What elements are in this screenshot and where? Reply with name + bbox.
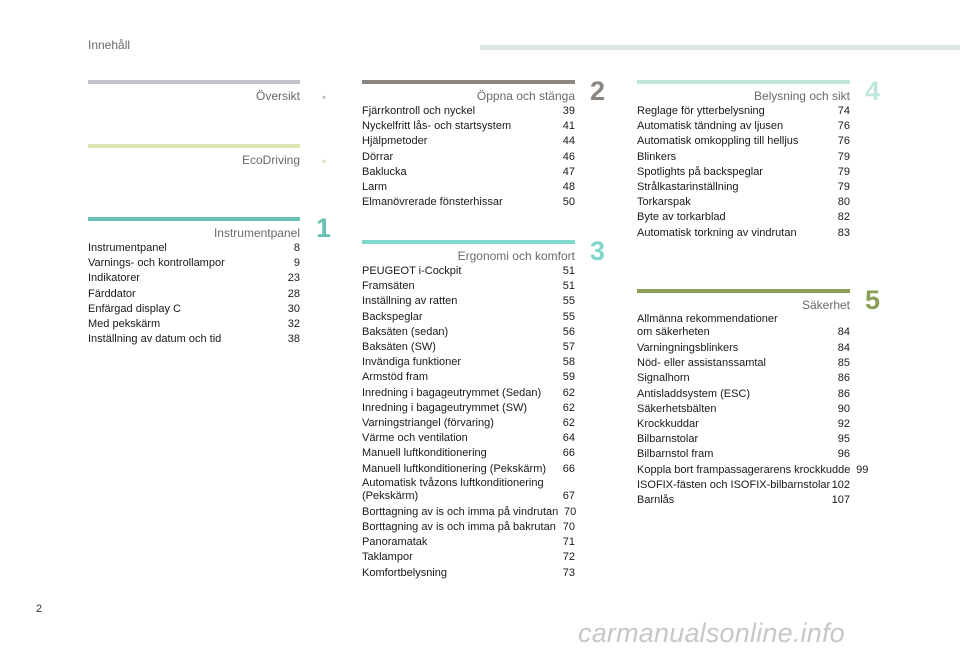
toc-list: [637, 104, 850, 241]
toc-entry[interactable]: [637, 356, 850, 371]
toc-entry-page: 66: [562, 462, 575, 475]
toc-entry-page: 62: [562, 386, 575, 399]
toc-entry-label: Automatisk torkning av vindrutan: [637, 226, 797, 239]
toc-entry[interactable]: [362, 416, 575, 431]
section-title: Översikt: [255, 89, 300, 103]
toc-entry-page: 86: [837, 372, 850, 385]
toc-entry[interactable]: [362, 355, 575, 370]
toc-entry[interactable]: [88, 287, 300, 302]
toc-entry-page: 46: [562, 150, 575, 163]
toc-entry[interactable]: [637, 180, 850, 195]
toc-entry-label: Strålkastarinställning: [637, 181, 739, 194]
toc-entry-page: 66: [562, 447, 575, 460]
toc-entry[interactable]: [362, 294, 575, 309]
toc-entry-page: 57: [562, 341, 575, 354]
toc-entry-label: Armstöd fram: [362, 371, 429, 384]
section-instrumentpanel[interactable]: [88, 213, 332, 347]
section-title: Instrumentpanel: [213, 226, 300, 240]
toc-entry[interactable]: [637, 463, 869, 478]
toc-entry-label: Automatisk tändning av ljusen: [637, 120, 784, 133]
toc-entry[interactable]: [637, 119, 850, 134]
toc-entry[interactable]: [362, 325, 575, 340]
toc-entry-page: 28: [287, 287, 300, 300]
toc-entry-page: 92: [837, 418, 850, 431]
toc-entry-label: Larm: [362, 181, 388, 194]
toc-entry-page: 72: [562, 551, 575, 564]
toc-entry-page: 107: [831, 494, 850, 507]
toc-entry-page: 79: [837, 165, 850, 178]
toc-entry[interactable]: [88, 271, 300, 286]
toc-entry[interactable]: [637, 104, 850, 119]
toc-entry[interactable]: [362, 264, 575, 279]
toc-entry-page: 55: [562, 295, 575, 308]
toc-entry-page: 38: [287, 333, 300, 346]
toc-entry-page: 39: [562, 105, 575, 117]
toc-entry[interactable]: [362, 401, 575, 416]
toc-entry[interactable]: [362, 340, 575, 355]
toc-entry[interactable]: [637, 493, 850, 508]
toc-entry[interactable]: [362, 462, 575, 477]
toc-entry-label: Borttagning av is och imma på vindrutan: [362, 505, 559, 518]
section-number: 5: [865, 285, 881, 315]
toc-entry-label: Baklucka: [362, 165, 407, 178]
toc-entry-label: Inredning i bagageutrymmet (SW): [362, 401, 528, 414]
toc-entry-page: 79: [837, 150, 850, 163]
section-title: Öppna och stänga: [476, 89, 575, 103]
toc-entry-page: 9: [293, 257, 300, 270]
toc-entry-label: Bilbarnstol fram: [637, 448, 714, 461]
toc-entry-page: 51: [562, 265, 575, 277]
section-ergonomi-och-komfort[interactable]: [362, 236, 606, 581]
toc-entry[interactable]: [637, 417, 850, 432]
toc-entry-label: Manuell luftkonditionering: [362, 447, 487, 460]
section-number: 1: [316, 213, 332, 243]
toc-entry[interactable]: [637, 134, 850, 149]
toc-entry[interactable]: [637, 341, 850, 356]
toc-entry[interactable]: [637, 165, 850, 180]
toc-entry[interactable]: [362, 566, 575, 581]
toc-entry-label: Hjälpmetoder: [362, 135, 428, 148]
toc-entry-page: 70: [562, 521, 575, 534]
toc-entry[interactable]: [362, 134, 575, 149]
page-number: 2: [36, 603, 43, 615]
toc-entry-page: 62: [562, 401, 575, 414]
toc-entry-page: 76: [837, 120, 850, 133]
toc-entry-page: 74: [837, 105, 850, 117]
toc-entry-page: 59: [562, 371, 575, 384]
toc-entry-page: 30: [287, 302, 300, 315]
toc-entry[interactable]: [637, 226, 850, 241]
section-sakerhet[interactable]: [637, 285, 881, 508]
toc-entry[interactable]: [637, 150, 850, 165]
toc-entry-page: 79: [837, 181, 850, 194]
toc-entry-label: Baksäten (sedan): [362, 325, 449, 338]
section-bar: [88, 144, 300, 148]
toc-entry-page: 80: [837, 196, 850, 209]
section-number: 4: [865, 76, 881, 106]
toc-entry-page: 85: [837, 357, 850, 370]
toc-entry-label: Färddator: [88, 287, 136, 300]
toc-entry-page: 50: [562, 196, 575, 209]
toc-entry-label: Med pekskärm: [88, 318, 161, 331]
toc-entry-label: Signalhorn: [637, 372, 690, 385]
toc-entry[interactable]: [362, 520, 575, 535]
toc-entry-page: 73: [562, 566, 575, 579]
toc-entry-page: 23: [287, 272, 300, 285]
toc-entry-page: 41: [562, 120, 575, 133]
toc-entry-page: 58: [562, 356, 575, 369]
toc-entry-page: 83: [837, 226, 850, 239]
toc-entry[interactable]: [637, 478, 850, 493]
section-title: Säkerhet: [801, 298, 850, 312]
toc-entry-page: 102: [831, 478, 850, 491]
toc-entry-label: Reglage för ytterbelysning: [637, 105, 765, 117]
toc-entry-page: 48: [562, 181, 575, 194]
toc-entry-label: Taklampor: [362, 551, 413, 564]
section-bar: [362, 240, 575, 244]
toc-entry-page: 32: [287, 318, 300, 331]
header-divider: [480, 45, 960, 50]
page-header-title: Innehåll: [88, 38, 131, 52]
toc-entry-label: Backspeglar: [362, 310, 423, 323]
toc-list: [362, 264, 575, 581]
toc-entry[interactable]: [362, 477, 575, 505]
toc-entry[interactable]: [88, 302, 300, 317]
watermark-text: carmanualsonline.info: [578, 618, 845, 648]
toc-entry[interactable]: [362, 195, 575, 210]
toc-entry-page: 64: [562, 432, 575, 445]
toc-entry-label: Baksäten (SW): [362, 341, 436, 354]
toc-entry[interactable]: [362, 279, 575, 294]
section-bar: [88, 80, 300, 84]
toc-entry-label: Barnlås: [637, 494, 675, 507]
toc-entry-label: Varnings- och kontrollampor: [88, 257, 225, 270]
toc-entry[interactable]: [362, 550, 575, 565]
toc-entry-page: 82: [837, 211, 850, 224]
section-oppna-och-stanga[interactable]: [362, 76, 606, 210]
toc-entry-label: Bilbarnstolar: [637, 433, 699, 446]
toc-entry-page: 76: [837, 135, 850, 148]
toc-entry-page: 51: [562, 280, 575, 293]
toc-entry[interactable]: [362, 180, 575, 195]
toc-entry-label: Nöd- eller assistanssamtal: [637, 357, 766, 370]
toc-entry-label: Spotlights på backspeglar: [637, 165, 763, 178]
toc-entry[interactable]: [362, 165, 575, 180]
toc-list: [362, 104, 575, 210]
toc-entry[interactable]: [362, 446, 575, 461]
toc-entry[interactable]: [88, 317, 300, 332]
toc-entry-page: 62: [562, 417, 575, 430]
toc-entry-label: Torkarspak: [637, 196, 691, 209]
section-title: Ergonomi och komfort: [457, 249, 575, 263]
toc-entry-page: 56: [562, 325, 575, 338]
toc-entry[interactable]: [637, 313, 850, 341]
toc-entry[interactable]: [362, 119, 575, 134]
toc-entry[interactable]: [362, 431, 575, 446]
toc-entry-label: Automatisk tvåzons luftkonditionering (Pekskärm): [362, 476, 544, 502]
toc-entry[interactable]: [88, 256, 300, 271]
section-oversikt[interactable]: [88, 80, 327, 104]
toc-entry-page: 95: [837, 433, 850, 446]
toc-entry[interactable]: [362, 386, 575, 401]
toc-entry-label: Panoramatak: [362, 536, 428, 549]
section-title: Belysning och sikt: [753, 89, 850, 103]
section-belysning-och-sikt[interactable]: [637, 76, 881, 241]
toc-entry[interactable]: [362, 104, 575, 119]
toc-entry-label: Manuell luftkonditionering (Pekskärm): [362, 462, 547, 475]
toc-entry[interactable]: [637, 387, 850, 402]
toc-entry-page: 96: [837, 448, 850, 461]
toc-entry-label: Inredning i bagageutrymmet (Sedan): [362, 386, 542, 399]
toc-entry[interactable]: [88, 332, 300, 347]
toc-entry-label: Framsäten: [362, 280, 415, 293]
toc-entry[interactable]: [637, 432, 850, 447]
section-bar: [88, 217, 300, 221]
section-ecodriving[interactable]: [88, 144, 327, 168]
toc-entry-page: 70: [564, 505, 577, 518]
toc-list: [637, 313, 869, 508]
toc-entry[interactable]: [637, 195, 850, 210]
toc-entry-page: 86: [837, 387, 850, 400]
toc-entry-label: Varningstriangel (förvaring): [362, 417, 494, 430]
toc-entry-label: Antisladdsystem (ESC): [637, 387, 751, 400]
toc-entry-page: 84: [837, 326, 850, 338]
toc-entry[interactable]: [637, 210, 850, 225]
toc-entry-page: 44: [562, 135, 575, 148]
toc-entry-label: Byte av torkarblad: [637, 211, 726, 224]
toc-entry-label: Fjärrkontroll och nyckel: [362, 105, 476, 117]
toc-entry[interactable]: [362, 370, 575, 385]
toc-entry-label: Komfortbelysning: [362, 566, 447, 579]
toc-entry-page: 84: [837, 342, 850, 354]
section-marker: ▪: [322, 154, 327, 168]
toc-entry-page: 67: [562, 489, 575, 502]
toc-entry-label: Dörrar: [362, 150, 394, 163]
toc-entry-page: 99: [856, 463, 869, 476]
toc-entry[interactable]: [88, 241, 300, 256]
section-bar: [362, 80, 575, 84]
toc-entry-page: 71: [562, 536, 575, 549]
toc-entry-page: 47: [562, 165, 575, 178]
toc-entry-label: Elmanövrerade fönsterhissar: [362, 196, 503, 209]
toc-entry[interactable]: [362, 310, 575, 325]
toc-entry-label: Varningningsblinkers: [637, 342, 739, 354]
toc-entry-label: ISOFIX-fästen och ISOFIX-bilbarnstolar: [637, 478, 831, 491]
toc-list: [88, 241, 300, 347]
section-number: 3: [590, 236, 606, 266]
toc-entry-label: Säkerhetsbälten: [637, 402, 717, 415]
toc-entry-label: Indikatorer: [88, 272, 140, 285]
toc-entry-label: Invändiga funktioner: [362, 356, 462, 369]
toc-entry-label: Borttagning av is och imma på bakrutan: [362, 521, 556, 534]
toc-entry[interactable]: [362, 535, 575, 550]
section-bar: [637, 80, 850, 84]
toc-entry-label: Automatisk omkoppling till helljus: [637, 135, 799, 148]
toc-entry[interactable]: [637, 402, 850, 417]
toc-entry-label: Blinkers: [637, 150, 677, 163]
toc-entry-page: 55: [562, 310, 575, 323]
section-title: EcoDriving: [241, 153, 300, 167]
toc-entry[interactable]: [637, 447, 850, 462]
toc-entry-label: PEUGEOT i-Cockpit: [362, 265, 462, 277]
section-number: 2: [590, 76, 606, 106]
toc-entry-label: Krockkuddar: [637, 418, 699, 431]
toc-entry-label: Allmänna rekommendationer om säkerheten: [637, 313, 778, 338]
toc-entry-label: Inställning av ratten: [362, 295, 458, 308]
section-marker: ▪: [322, 90, 327, 104]
toc-entry-page: 90: [837, 402, 850, 415]
toc-entry-label: Enfärgad display C: [88, 302, 181, 315]
toc-entry-label: Nyckelfritt lås- och startsystem: [362, 120, 512, 133]
toc-entry-label: Koppla bort frampassagerarens krockkudde: [637, 463, 851, 476]
toc-entry-label: Instrumentpanel: [88, 242, 167, 254]
toc-entry[interactable]: [362, 505, 575, 520]
toc-entry[interactable]: [637, 371, 850, 386]
toc-entry-label: Värme och ventilation: [362, 432, 468, 445]
toc-entry[interactable]: [362, 150, 575, 165]
toc-entry-label: Inställning av datum och tid: [88, 333, 222, 346]
toc-entry-page: 8: [293, 242, 300, 254]
section-bar: [637, 289, 850, 293]
